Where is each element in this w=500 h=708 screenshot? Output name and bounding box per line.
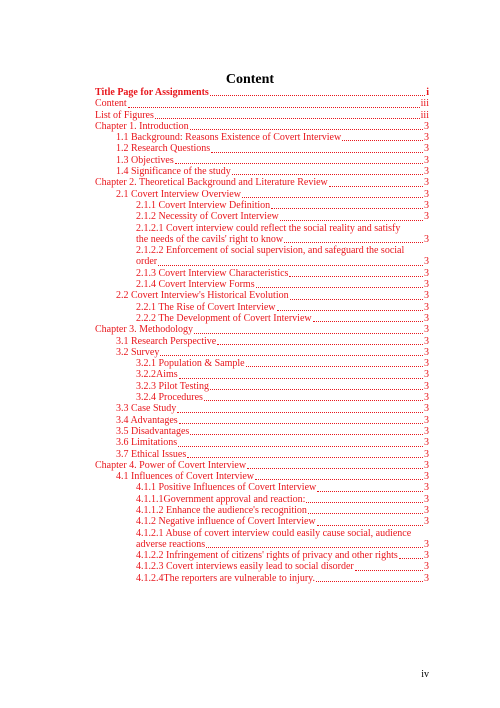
toc-entry-text: 4.1.1.1Government approval and reaction: (136, 493, 306, 505)
toc-entry-text: Chapter 4. Power of Covert Interview (95, 459, 247, 471)
dot-leader (204, 400, 423, 401)
toc-entry-4-1-1-1[interactable] (95, 494, 429, 505)
toc-entry-text: 4.1.2.2 Infringement of citizens' rights of privacy and other rights (136, 550, 398, 562)
toc-entry-2-1-1[interactable] (95, 200, 429, 211)
dot-leader (160, 355, 423, 356)
toc-entry-page: 3 (424, 504, 429, 516)
dot-leader (187, 457, 423, 458)
toc-entry-text: Title Page for Assignments (95, 87, 209, 98)
dot-leader (255, 479, 423, 480)
toc-entry-page: 3 (424, 143, 429, 155)
dot-leader (179, 378, 423, 379)
toc-entry-page: 3 (424, 301, 429, 313)
toc-entry-3-2-3[interactable] (95, 381, 429, 392)
toc-entry-text: 4.1.2.3 Covert interviews easily lead to social disorder (136, 561, 354, 573)
toc-entry-page: 3 (424, 403, 429, 415)
toc-entry-page: 3 (424, 550, 429, 562)
toc-entry-text: 4.1.2.1 Abuse of covert interview could easily cause social, audience (136, 527, 412, 539)
dot-leader (280, 220, 423, 221)
toc-entry-4-1-2-4[interactable] (95, 573, 429, 584)
toc-entry-page: 3 (424, 516, 429, 528)
toc-entry-1-2[interactable] (95, 143, 429, 154)
toc-entry-4-1-1[interactable] (95, 482, 429, 493)
toc-entry-3-1[interactable] (95, 336, 429, 347)
toc-entry-text: 4.1.1.2 Enhance the audience's recognition (136, 504, 307, 516)
toc-entry-page: 3 (424, 154, 429, 166)
toc-entry-2-1[interactable] (95, 189, 429, 200)
toc-entry-page: 3 (424, 290, 429, 302)
toc-entry-text: 2.1.2.1 Covert interview could reflect the social reality and satisfy (136, 222, 401, 234)
toc-entry-page: 3 (424, 471, 429, 483)
toc-entry-page: 3 (424, 279, 429, 291)
dot-leader (175, 163, 423, 164)
toc-entry-page: 3 (424, 233, 429, 245)
page-number: iv (421, 669, 429, 680)
toc-entry-3-5[interactable] (95, 426, 429, 437)
toc-entry-page: 3 (424, 120, 429, 132)
dot-leader (271, 208, 423, 209)
toc-entry-3-4[interactable] (95, 415, 429, 426)
dot-leader (399, 558, 423, 559)
dot-leader (316, 581, 423, 582)
toc-entry-text: 3.2.4 Procedures (136, 392, 203, 404)
toc-entry-3-2-2[interactable] (95, 369, 429, 380)
toc-entry-page: 3 (424, 482, 429, 494)
toc-entry-text: Chapter 2. Theoretical Background and Literature Review (95, 177, 328, 189)
toc-entry-text: 1.4 Significance of the study (116, 166, 231, 178)
toc-entry-page: 3 (424, 335, 429, 347)
dot-leader (289, 276, 423, 277)
toc-heading: Content (225, 72, 275, 87)
toc-entry-text: 2.1.1 Covert Interview Definition (136, 199, 271, 211)
toc-entry-4-1-2-3[interactable] (95, 561, 429, 572)
toc-entry-text: 3.2 Survey (116, 346, 160, 358)
toc-entry-4-1-2-1-line2[interactable] (95, 539, 429, 550)
toc-entry-page: 3 (424, 312, 429, 324)
toc-entry-page: 3 (424, 538, 429, 550)
dot-leader (232, 174, 423, 175)
dot-leader (194, 333, 423, 334)
dot-leader (317, 525, 423, 526)
dot-leader (355, 570, 423, 571)
toc-entry-2-2[interactable] (95, 290, 429, 301)
toc-entry-4-1-2-1-line1[interactable] (95, 528, 429, 539)
dot-leader (179, 423, 423, 424)
dot-leader (242, 197, 423, 198)
toc-entry-3-3[interactable] (95, 403, 429, 414)
dot-leader (290, 299, 423, 300)
toc-entry-page: 3 (424, 166, 429, 178)
toc-entry-page: 3 (424, 211, 429, 223)
toc-entry-text: 1.2 Research Questions (116, 143, 211, 155)
dot-leader (342, 140, 423, 141)
toc-entry-chapter-4[interactable] (95, 460, 429, 471)
toc-entry-text: 3.6 Limitations (116, 437, 178, 449)
toc-entry-2-1-2[interactable] (95, 211, 429, 222)
toc-entry-list-of-figures[interactable] (95, 110, 429, 121)
toc-entry-page: 3 (424, 425, 429, 437)
toc-entry-page: 3 (424, 358, 429, 370)
toc-entry-page: 3 (424, 448, 429, 460)
dot-leader (155, 118, 420, 119)
dot-leader (277, 310, 423, 311)
toc-entry-text: 3.2.3 Pilot Testing (136, 380, 210, 392)
toc-entry-chapter-3[interactable] (95, 324, 429, 335)
toc-entry-2-2-2[interactable] (95, 313, 429, 324)
dot-leader (128, 107, 420, 108)
toc-entry-2-1-2-2-line1[interactable] (95, 245, 429, 256)
toc-entry-text-continued: adverse reactions (136, 538, 206, 550)
toc-entry-3-2-4[interactable] (95, 392, 429, 403)
dot-leader (211, 152, 423, 153)
toc-entry-text: 2.1.2.2 Enforcement of social supervision, and safeguard the social (136, 245, 405, 257)
dot-leader (206, 547, 423, 548)
toc-entry-text: 3.2.1 Population & Sample (136, 358, 245, 370)
toc-entry-page: 3 (424, 346, 429, 358)
toc-entry-content[interactable] (95, 98, 429, 109)
dot-leader (246, 366, 423, 367)
toc-entry-page: 3 (424, 369, 429, 381)
toc-entry-2-1-2-1-line2[interactable] (95, 234, 429, 245)
toc-entry-text: 2.2.1 The Rise of Covert Interview (136, 301, 276, 313)
dot-leader (247, 468, 423, 469)
toc-entry-1-1[interactable] (95, 132, 429, 143)
dot-leader (217, 344, 423, 345)
dot-leader (306, 502, 423, 503)
toc-entry-2-1-3[interactable] (95, 268, 429, 279)
toc-entry-chapter-2[interactable] (95, 177, 429, 188)
toc-entry-page: 3 (424, 132, 429, 144)
toc-entry-text: 4.1.2.4The reporters are vulnerable to injury. (136, 572, 316, 584)
toc-entry-text: List of Figures (95, 109, 154, 121)
toc-entry-chapter-1[interactable] (95, 121, 429, 132)
dot-leader (190, 129, 423, 130)
toc-entry-text: 1.3 Objectives (116, 154, 174, 166)
toc-entry-page: 3 (424, 177, 429, 189)
dot-leader (190, 434, 423, 435)
toc-entry-text: 2.1.3 Covert Interview Characteristics (136, 267, 289, 279)
toc-entry-page: 3 (424, 256, 429, 268)
toc-entry-page: iii (420, 109, 429, 121)
toc-entry-4-1[interactable] (95, 471, 429, 482)
toc-entry-3-2[interactable] (95, 347, 429, 358)
toc-entry-text: 2.1 Covert Interview Overview (116, 188, 241, 200)
toc-entry-text-continued: the needs of the cavils' right to know (136, 233, 284, 245)
toc-entry-3-7[interactable] (95, 449, 429, 460)
dot-leader (308, 513, 423, 514)
toc-entry-3-6[interactable] (95, 437, 429, 448)
toc-entry-page: 3 (424, 188, 429, 200)
toc-entry-text: 3.7 Ethical Issues (116, 448, 187, 460)
toc-entry-2-1-4[interactable] (95, 279, 429, 290)
toc-entry-1-3[interactable] (95, 155, 429, 166)
dot-leader (178, 446, 423, 447)
dot-leader (177, 412, 423, 413)
toc-entry-text: 2.1.2 Necessity of Covert Interview (136, 211, 279, 223)
dot-leader (329, 186, 423, 187)
toc-entry-text: 4.1.2 Negative influence of Covert Interview (136, 516, 316, 528)
toc-entry-page: iii (420, 98, 429, 110)
table-of-contents (95, 87, 429, 584)
toc-entry-page: 3 (424, 493, 429, 505)
toc-entry-2-2-1[interactable] (95, 302, 429, 313)
toc-entry-text: 4.1 Influences of Covert Interview (116, 471, 255, 483)
toc-entry-page: 3 (424, 437, 429, 449)
toc-entry-text: 2.2 Covert Interview's Historical Evolution (116, 290, 289, 302)
toc-entry-1-4[interactable] (95, 166, 429, 177)
dot-leader (256, 287, 423, 288)
toc-entry-page: 3 (424, 572, 429, 584)
toc-entry-text: 1.1 Background: Reasons Existence of Covert Interview (116, 132, 342, 144)
toc-entry-3-2-1[interactable] (95, 358, 429, 369)
toc-entry-page: i (426, 87, 429, 98)
dot-leader (317, 491, 423, 492)
dot-leader (313, 321, 423, 322)
toc-entry-page: 3 (424, 380, 429, 392)
dot-leader (210, 389, 423, 390)
toc-entry-text: 2.2.2 The Development of Covert Interview (136, 312, 312, 324)
toc-entry-title-page[interactable] (95, 87, 429, 98)
toc-entry-text: 3.2.2Aims (136, 369, 178, 381)
toc-entry-4-1-2[interactable] (95, 516, 429, 527)
toc-entry-page: 3 (424, 561, 429, 573)
toc-entry-text: 4.1.1 Positive Influences of Covert Interview (136, 482, 317, 494)
dot-leader (158, 265, 423, 266)
toc-entry-4-1-2-2[interactable] (95, 550, 429, 561)
toc-entry-text: 3.4 Advantages (116, 414, 178, 426)
toc-entry-text-continued: order (136, 256, 158, 268)
toc-entry-text: 3.1 Research Perspective (116, 335, 217, 347)
toc-entry-2-1-2-1-line1[interactable] (95, 223, 429, 234)
toc-entry-page: 3 (424, 199, 429, 211)
dot-leader (284, 242, 423, 243)
toc-entry-text: Chapter 1. Introduction (95, 120, 189, 132)
toc-entry-page: 3 (424, 324, 429, 336)
toc-entry-page: 3 (424, 392, 429, 404)
toc-entry-page: 3 (424, 267, 429, 279)
toc-entry-text: Content (95, 98, 127, 110)
dot-leader (210, 95, 425, 96)
toc-entry-text: 2.1.4 Covert Interview Forms (136, 279, 255, 291)
toc-entry-text: Chapter 3. Methodology (95, 324, 194, 336)
toc-entry-4-1-1-2[interactable] (95, 505, 429, 516)
toc-entry-2-1-2-2-line2[interactable] (95, 256, 429, 267)
toc-entry-text: 3.5 Disadvantages (116, 425, 190, 437)
toc-entry-text: 3.3 Case Study (116, 403, 177, 415)
toc-entry-page: 3 (424, 459, 429, 471)
toc-entry-page: 3 (424, 414, 429, 426)
